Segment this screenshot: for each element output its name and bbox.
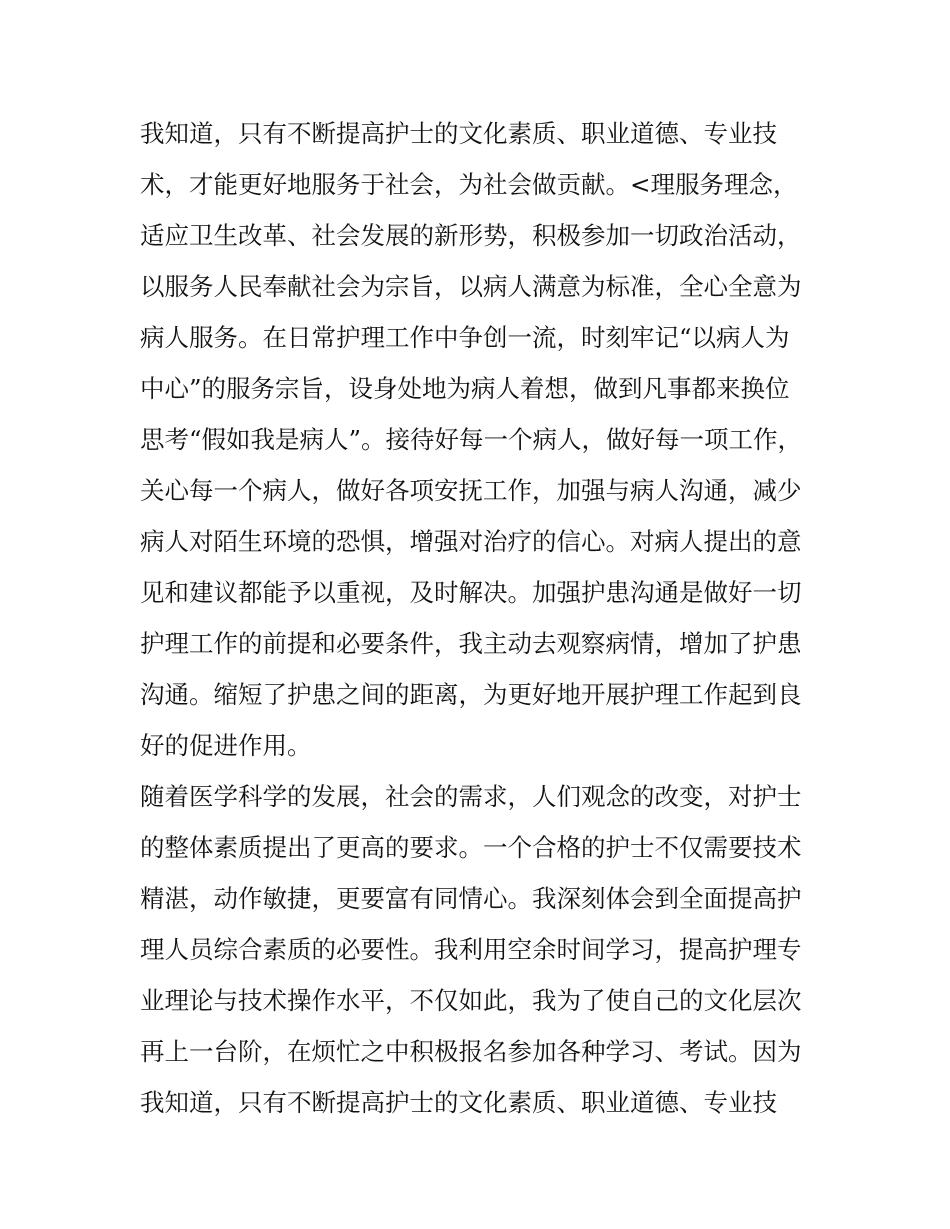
text-line: 理人员综合素质的必要性。我利用空余时间学习，提高护理专 — [140, 935, 802, 964]
text-line: 好的促进作用。 — [140, 731, 312, 760]
text-line: 适应卫生改革、社会发展的新形势，积极参加一切政治活动， — [140, 221, 802, 250]
text-line: 再上一台阶，在烦忙之中积极报名参加各种学习、考试。因为 — [140, 1037, 802, 1066]
text-line: 中心”的服务宗旨，设身处地为病人着想，做到凡事都来换位 — [140, 374, 790, 403]
text-line: 业理论与技术操作水平，不仅如此，我为了使自己的文化层次 — [140, 986, 802, 1015]
text-line: 随着医学科学的发展，社会的需求，人们观念的改变，对护士 — [140, 782, 802, 811]
text-line: 病人对陌生环境的恐惧，增强对治疗的信心。对病人提出的意 — [140, 527, 802, 556]
text-line: 沟通。缩短了护患之间的距离，为更好地开展护理工作起到良 — [140, 680, 802, 709]
text-line: 见和建议都能予以重视，及时解决。加强护患沟通是做好一切 — [140, 578, 802, 607]
text-line: 我知道，只有不断提高护士的文化素质、职业道德、专业技 — [140, 119, 777, 148]
text-line: 护理工作的前提和必要条件，我主动去观察病情，增加了护患 — [140, 629, 802, 658]
text-line: 精湛，动作敏捷，更要富有同情心。我深刻体会到全面提高护 — [140, 884, 802, 913]
text-line: 术，才能更好地服务于社会，为社会做贡献。<理服务理念， — [140, 170, 798, 199]
document-body — [140, 108, 820, 1128]
text-line: 关心每一个病人，做好各项安抚工作，加强与病人沟通，减少 — [140, 476, 802, 505]
text-line: 以服务人民奉献社会为宗旨，以病人满意为标准，全心全意为 — [140, 272, 802, 301]
text-line: 思考“假如我是病人”。接待好每一个病人，做好每一项工作， — [140, 425, 803, 454]
text-line: 病人服务。在日常护理工作中争创一流，时刻牢记“以病人为 — [140, 323, 790, 352]
text-line: 的整体素质提出了更高的要求。一个合格的护士不仅需要技术 — [140, 833, 802, 862]
text-line: 我知道，只有不断提高护士的文化素质、职业道德、专业技 — [140, 1088, 777, 1117]
